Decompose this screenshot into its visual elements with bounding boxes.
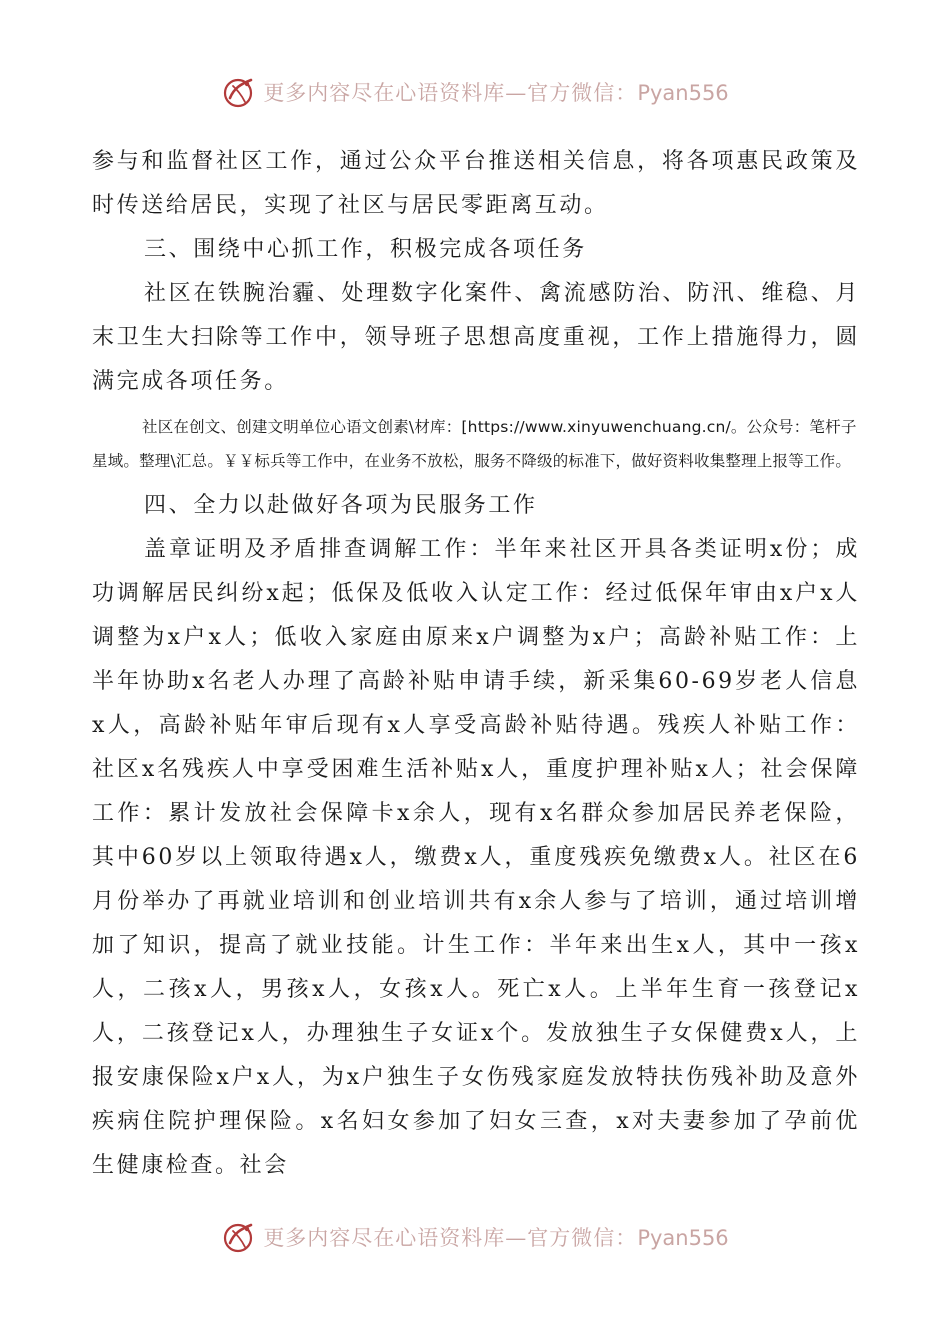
brand-logo-icon (221, 74, 257, 110)
brand-logo-icon (221, 1219, 257, 1255)
paragraph-services: 盖章证明及矛盾排查调解工作：半年来社区开具各类证明x份；成功调解居民纠纷x起；低保及低收入认定工作：经过低保年审由x户x人调整为x户x人；低收入家庭由原来x户调整为x户；高龄补贴工作：上半年协助x名老人办理了高龄补贴申请手续，新采集60-69岁老人信息x人，高龄补贴年审后现有x人享受高龄补贴待遇。残疾人补贴工作：社区x名残疾人中享受困难生活补贴x人，重度护理补贴x人；社会保障工作：累计发放社会保障卡x余人，现有x名群众参加居民养老保险，其中60岁以上领取待遇x人，缴费x人，重度残疾免缴费x人。社区在6月份举办了再就业培训和创业培训共有x余人参与了培训，通过培训增加了知识，提高了就业技能。计生工作：半年来出生x人，其中一孩x人，二孩x人，男孩x人，女孩x人。死亡x人。上半年生育一孩登记x人，二孩登记x人，办理独生子女证x个。发放独生子女保健费x人，上报安康保险x户x人，为x户独生子女伤残家庭发放特扶伤残补助及意外疾病住院护理保险。x名妇女参加了妇女三查，x对夫妻参加了孕前优生健康检查。社会 (92, 537, 860, 1178)
header-watermark (0, 70, 950, 114)
section-heading-3: 三、围绕中心抓工作，积极完成各项任务 (144, 237, 587, 262)
footer-watermark (0, 1215, 950, 1259)
watermark-text: 更多内容尽在心语资料库—官方微信：Pyan556 (263, 1226, 729, 1250)
document-body (92, 140, 860, 1188)
section-heading-4: 四、全力以赴做好各项为民服务工作 (144, 493, 538, 518)
watermark-text: 更多内容尽在心语资料库—官方微信：Pyan556 (263, 81, 729, 105)
inserted-note: 社区在创文、创建文明单位心语文创素\材库：[https://www.xinyuwenchuang.cn/。公众号：笔杆子星域。整理\汇总。￥￥标兵等工作中，在业务不放松，服务不降级的标准下，做好资料收集整理上报等工作。 (92, 418, 857, 470)
paragraph-tasks: 社区在铁腕治霾、处理数字化案件、禽流感防治、防汛、维稳、月末卫生大扫除等工作中，领导班子思想高度重视，工作上措施得力，圆满完成各项任务。 (92, 281, 860, 394)
paragraph-continuation: 参与和监督社区工作，通过公众平台推送相关信息，将各项惠民政策及时传送给居民，实现了社区与居民零距离互动。 (92, 149, 860, 218)
